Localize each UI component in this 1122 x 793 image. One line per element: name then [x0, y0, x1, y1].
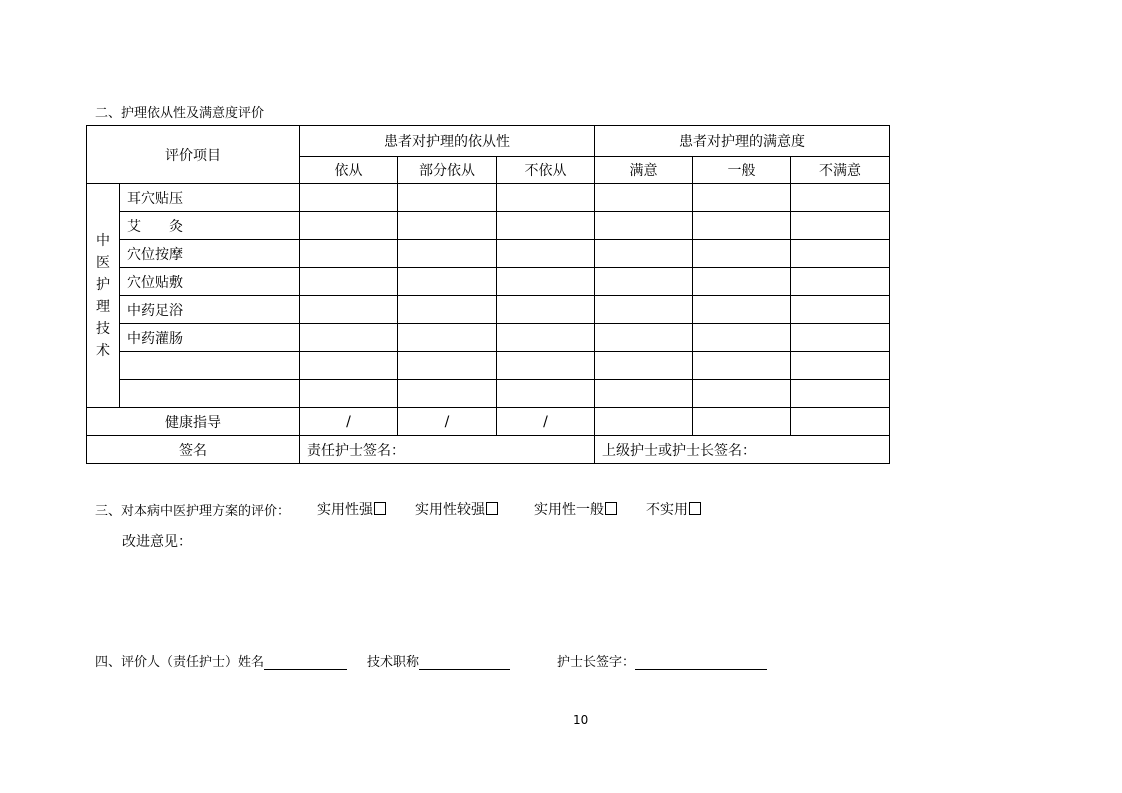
- table-cell[interactable]: [300, 212, 398, 240]
- table-cell[interactable]: [693, 324, 791, 352]
- table-cell[interactable]: [595, 240, 693, 268]
- table-cell[interactable]: [595, 408, 693, 436]
- technique-name: 艾 灸: [120, 212, 300, 240]
- evaluation-table: [86, 125, 890, 464]
- item-header: 评价项目: [87, 126, 300, 184]
- table-cell[interactable]: [398, 268, 497, 296]
- head-nurse-sign-field[interactable]: [635, 657, 767, 670]
- col-header-average: 一般: [693, 157, 791, 184]
- option-not-practical[interactable]: [646, 499, 701, 519]
- compliance-header: 患者对护理的依从性: [300, 126, 595, 157]
- table-cell[interactable]: [300, 324, 398, 352]
- table-cell[interactable]: [497, 184, 595, 212]
- table-cell[interactable]: [398, 240, 497, 268]
- table-cell[interactable]: [595, 184, 693, 212]
- health-guidance-label: 健康指导: [87, 408, 300, 436]
- col-header-partial: 部分依从: [398, 157, 497, 184]
- table-cell[interactable]: [693, 240, 791, 268]
- table-cell[interactable]: [693, 184, 791, 212]
- table-cell[interactable]: [497, 240, 595, 268]
- checkbox-icon[interactable]: [605, 502, 617, 515]
- section2-title: 二、护理依从性及满意度评价: [95, 106, 265, 121]
- table-cell[interactable]: [497, 324, 595, 352]
- improvement-label: 改进意见：: [122, 534, 192, 550]
- option-average[interactable]: [534, 499, 617, 519]
- table-cell[interactable]: [791, 324, 890, 352]
- option-average-label: 实用性一般: [534, 502, 604, 518]
- table-cell[interactable]: [595, 296, 693, 324]
- title-row: [367, 651, 510, 670]
- col-header-satisfied: 满意: [595, 157, 693, 184]
- professional-title-label: 技术职称: [367, 655, 420, 670]
- table-cell[interactable]: [595, 352, 693, 380]
- table-cell[interactable]: [693, 212, 791, 240]
- table-cell[interactable]: [791, 240, 890, 268]
- table-cell[interactable]: [398, 296, 497, 324]
- table-cell[interactable]: [791, 352, 890, 380]
- technique-name[interactable]: [120, 380, 300, 408]
- table-cell[interactable]: [791, 380, 890, 408]
- head-nurse-signature-field[interactable]: 上级护士或护士长签名：: [595, 436, 890, 464]
- technique-name: 中药足浴: [120, 296, 300, 324]
- checkbox-icon[interactable]: [689, 502, 701, 515]
- table-cell[interactable]: [300, 380, 398, 408]
- table-cell[interactable]: [693, 268, 791, 296]
- satisfaction-header: 患者对护理的满意度: [595, 126, 890, 157]
- table-cell[interactable]: [693, 380, 791, 408]
- professional-title-field[interactable]: [419, 657, 510, 670]
- table-cell[interactable]: [693, 296, 791, 324]
- table-cell[interactable]: [398, 380, 497, 408]
- evaluator-name-label: 四、评价人（责任护士）姓名: [95, 655, 265, 670]
- table-cell[interactable]: [398, 352, 497, 380]
- technique-name: 中药灌肠: [120, 324, 300, 352]
- table-cell[interactable]: [595, 324, 693, 352]
- table-cell[interactable]: [497, 352, 595, 380]
- table-cell[interactable]: [300, 184, 398, 212]
- option-not-practical-label: 不实用: [646, 502, 688, 518]
- evaluator-row: [95, 651, 347, 670]
- table-cell[interactable]: [791, 212, 890, 240]
- table-cell[interactable]: [497, 268, 595, 296]
- page-number: 10: [573, 713, 589, 727]
- table-cell[interactable]: [300, 240, 398, 268]
- table-cell[interactable]: [791, 184, 890, 212]
- technique-name[interactable]: [120, 352, 300, 380]
- table-cell[interactable]: [300, 352, 398, 380]
- table-cell[interactable]: [595, 380, 693, 408]
- table-cell[interactable]: [791, 408, 890, 436]
- evaluator-name-field[interactable]: [264, 657, 347, 670]
- health-guidance-mark: /: [497, 408, 595, 436]
- table-cell[interactable]: [595, 212, 693, 240]
- technique-name: 穴位按摩: [120, 240, 300, 268]
- col-header-noncomply: 不依从: [497, 157, 595, 184]
- table-cell[interactable]: [497, 296, 595, 324]
- tcm-technique-group-label: 中 医 护 理 技 术: [87, 184, 120, 408]
- table-cell[interactable]: [693, 352, 791, 380]
- signature-label: 签名: [87, 436, 300, 464]
- technique-name: 穴位贴敷: [120, 268, 300, 296]
- checkbox-icon[interactable]: [486, 502, 498, 515]
- head-sign-row: [557, 651, 767, 670]
- table-cell[interactable]: [497, 212, 595, 240]
- technique-name: 耳穴贴压: [120, 184, 300, 212]
- option-fairly-strong[interactable]: [415, 499, 498, 519]
- table-cell[interactable]: [300, 296, 398, 324]
- table-cell[interactable]: [791, 268, 890, 296]
- option-fairly-strong-label: 实用性较强: [415, 502, 485, 518]
- checkbox-icon[interactable]: [374, 502, 386, 515]
- table-cell[interactable]: [497, 380, 595, 408]
- table-cell[interactable]: [300, 268, 398, 296]
- health-guidance-mark: /: [300, 408, 398, 436]
- table-cell[interactable]: [791, 296, 890, 324]
- head-nurse-sign-label: 护士长签字：: [557, 655, 636, 670]
- health-guidance-mark: /: [398, 408, 497, 436]
- table-cell[interactable]: [693, 408, 791, 436]
- table-cell[interactable]: [398, 212, 497, 240]
- table-cell[interactable]: [398, 324, 497, 352]
- col-header-unsatisfied: 不满意: [791, 157, 890, 184]
- table-cell[interactable]: [398, 184, 497, 212]
- section3-title: 三、对本病中医护理方案的评价：: [95, 504, 291, 519]
- table-cell[interactable]: [595, 268, 693, 296]
- nurse-signature-field[interactable]: 责任护士签名：: [300, 436, 595, 464]
- option-strong[interactable]: [317, 499, 386, 519]
- col-header-comply: 依从: [300, 157, 398, 184]
- option-strong-label: 实用性强: [317, 502, 373, 518]
